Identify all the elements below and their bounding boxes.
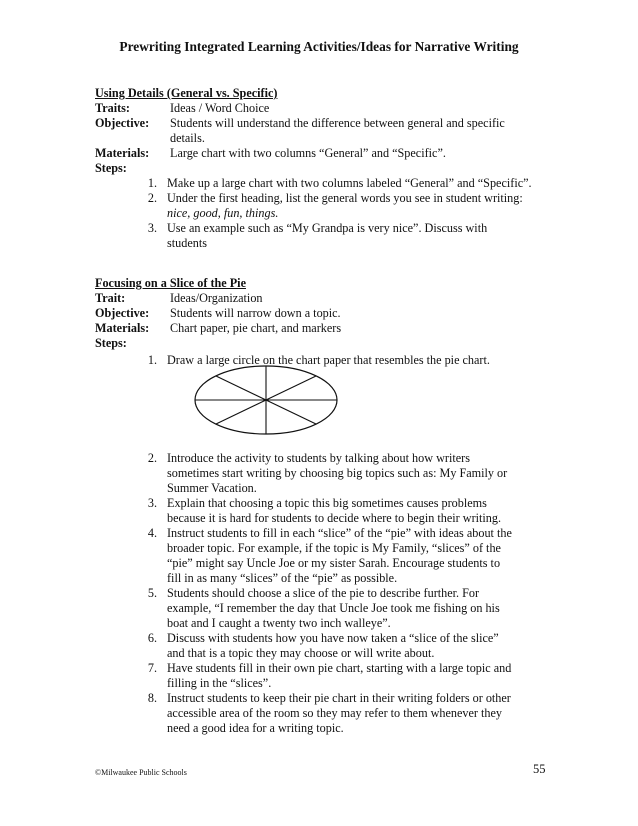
step-line: sometimes start writing by choosing big topics such as: My Family or bbox=[167, 466, 508, 480]
materials-row bbox=[95, 321, 565, 336]
step-number: 7. bbox=[147, 661, 157, 675]
step-text: Under the first heading, list the general words you see in student writing: bbox=[167, 191, 523, 205]
section-slice-of-pie bbox=[95, 276, 565, 368]
step-line: need a good idea for a writing topic. bbox=[167, 721, 344, 735]
step-item bbox=[135, 221, 565, 236]
step-line: filling in the “slices”. bbox=[167, 676, 272, 690]
section-using-details bbox=[95, 86, 565, 251]
step-number: 1. bbox=[147, 176, 157, 190]
step-text: Draw a large circle on the chart paper that resembles the pie chart. bbox=[167, 353, 490, 367]
step-line: Instruct students to keep their pie chart in their writing folders or other bbox=[167, 691, 511, 705]
step-line: and that is a topic they may choose or will write about. bbox=[167, 646, 435, 660]
step-number: 8. bbox=[147, 691, 157, 705]
steps-continued bbox=[95, 451, 565, 736]
step-number: 2. bbox=[147, 451, 157, 465]
step-line: Discuss with students how you have now taken a “slice of the slice” bbox=[167, 631, 499, 645]
traits-row bbox=[95, 101, 565, 116]
objective-label: Objective: bbox=[95, 306, 150, 320]
step-line: broader topic. For example, if the topic is My Family, “slices” of the bbox=[167, 541, 501, 555]
step-item bbox=[135, 526, 565, 586]
objective-line: details. bbox=[170, 131, 205, 145]
materials-value: Chart paper, pie chart, and markers bbox=[170, 321, 342, 335]
copyright-footer: ©Milwaukee Public Schools bbox=[95, 768, 187, 777]
step-line: example, “I remember the day that Uncle Joe took me fishing on his bbox=[167, 601, 500, 615]
step-item bbox=[135, 631, 565, 661]
objective-line: Students will understand the difference between general and specific bbox=[170, 116, 505, 130]
step-line: boat and I caught a twenty two inch walleye”. bbox=[167, 616, 391, 630]
step-number: 3. bbox=[147, 496, 157, 510]
page-number: 55 bbox=[533, 762, 546, 776]
trait-label: Trait: bbox=[95, 291, 126, 305]
step-line: Summer Vacation. bbox=[167, 481, 257, 495]
traits-label: Traits: bbox=[95, 101, 130, 115]
materials-row bbox=[95, 146, 565, 161]
materials-value: Large chart with two columns “General” and “Specific”. bbox=[170, 146, 446, 160]
step-item bbox=[135, 176, 565, 191]
page-title: Prewriting Integrated Learning Activities/Ideas for Narrative Writing bbox=[119, 39, 519, 54]
step-text-cont: students bbox=[167, 236, 207, 250]
step-text: Make up a large chart with two columns labeled “General” and “Specific”. bbox=[167, 176, 532, 190]
step-line: Explain that choosing a topic this big sometimes causes problems bbox=[167, 496, 487, 510]
step-line: fill in as many “slices” of the “pie” as possible. bbox=[167, 571, 398, 585]
steps-label: Steps: bbox=[95, 161, 127, 175]
traits-value: Ideas / Word Choice bbox=[170, 101, 270, 115]
step-item bbox=[135, 236, 565, 251]
section-heading: Focusing on a Slice of the Pie bbox=[95, 276, 246, 290]
step-item bbox=[135, 451, 565, 496]
step-text: Use an example such as “My Grandpa is very nice”. Discuss with bbox=[167, 221, 488, 235]
step-number: 1. bbox=[147, 353, 157, 367]
step-item bbox=[135, 496, 565, 526]
step-line: accessible area of the room so they may refer to them whenever they bbox=[167, 706, 503, 720]
step-item bbox=[135, 661, 565, 691]
step-line: Students should choose a slice of the pie to describe further. For bbox=[167, 586, 480, 600]
step-line: “pie” might say Uncle Joe or my sister Sarah. Encourage students to bbox=[167, 556, 501, 570]
step-number: 3. bbox=[147, 221, 157, 235]
pie-chart-drawing bbox=[193, 364, 339, 436]
step-number: 4. bbox=[147, 526, 157, 540]
materials-label: Materials: bbox=[95, 321, 150, 335]
materials-label: Materials: bbox=[95, 146, 150, 160]
objective-row bbox=[95, 306, 565, 321]
step-number: 6. bbox=[147, 631, 157, 645]
step-item bbox=[135, 206, 565, 221]
step-line: Have students fill in their own pie chart, starting with a large topic and bbox=[167, 661, 512, 675]
step-number: 2. bbox=[147, 191, 157, 205]
trait-row bbox=[95, 291, 565, 306]
step-item bbox=[135, 586, 565, 631]
steps-list bbox=[135, 451, 565, 736]
step-item bbox=[135, 691, 565, 736]
step-line: Instruct students to fill in each “slice” of the “pie” with ideas about the bbox=[167, 526, 512, 540]
objective-label: Objective: bbox=[95, 116, 150, 130]
step-number: 5. bbox=[147, 586, 157, 600]
objective-value bbox=[170, 116, 565, 146]
trait-value: Ideas/Organization bbox=[170, 291, 263, 305]
steps-label: Steps: bbox=[95, 336, 127, 350]
step-line: Introduce the activity to students by talking about how writers bbox=[167, 451, 470, 465]
step-line: because it is hard for students to decide where to begin their writing. bbox=[167, 511, 502, 525]
pie-circle-icon bbox=[193, 364, 339, 436]
section-heading: Using Details (General vs. Specific) bbox=[95, 86, 278, 100]
step-example: nice, good, fun, things. bbox=[167, 206, 279, 220]
step-item bbox=[135, 191, 565, 206]
objective-row bbox=[95, 116, 565, 146]
steps-list bbox=[135, 176, 565, 251]
objective-value: Students will narrow down a topic. bbox=[170, 306, 341, 320]
